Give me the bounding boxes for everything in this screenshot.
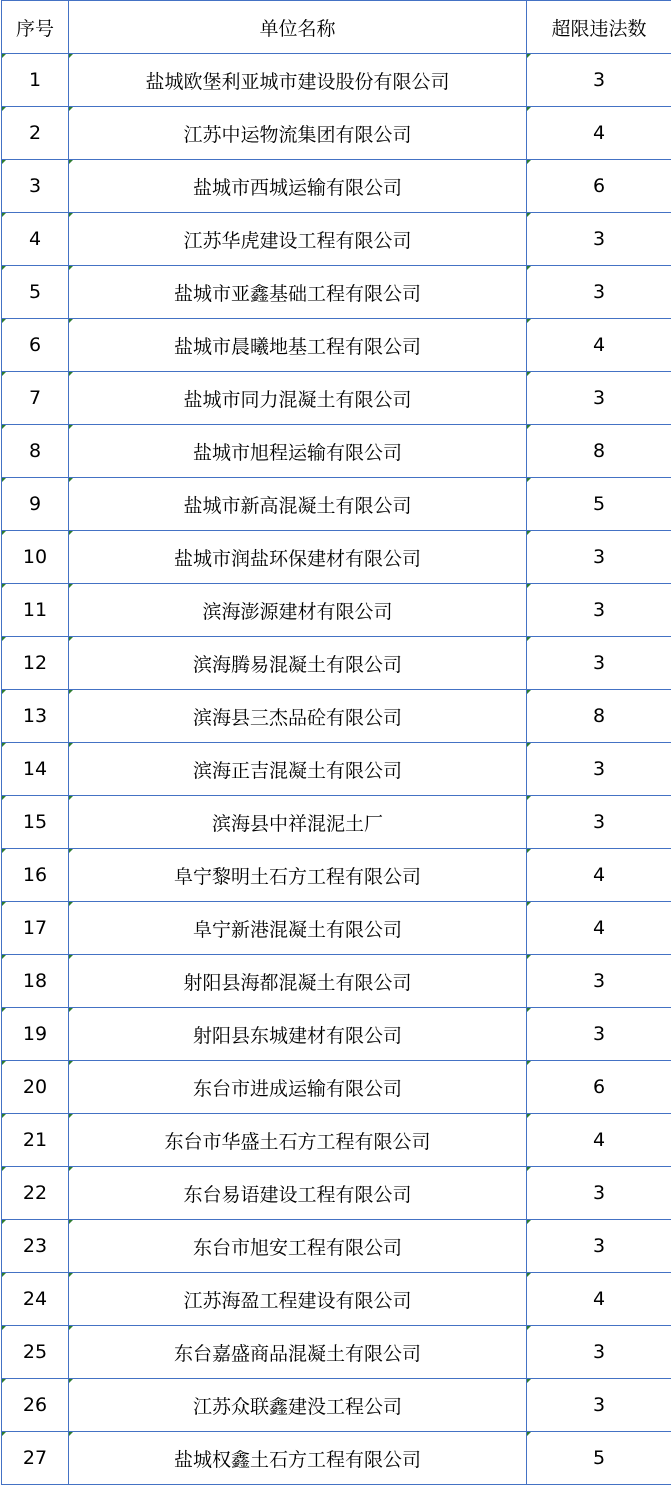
cell-text: 15	[22, 811, 48, 833]
violation-count-cell	[527, 425, 671, 478]
table-row	[2, 372, 671, 425]
company-name-cell	[69, 796, 527, 849]
cell-text: 滨海县中祥混泥土厂	[211, 812, 383, 835]
cell-corner-marker	[69, 1379, 73, 1383]
violation-count-cell	[527, 902, 671, 955]
cell-corner-marker	[2, 1220, 6, 1224]
violation-count-cell	[527, 1432, 671, 1485]
table-row	[2, 796, 671, 849]
company-name-cell	[69, 1114, 527, 1167]
cell-corner-marker	[2, 1326, 6, 1330]
serial-number-cell	[2, 54, 69, 107]
cell-corner-marker	[69, 425, 73, 429]
table-row	[2, 690, 671, 743]
cell-text: 3	[592, 1341, 606, 1363]
cell-corner-marker	[527, 1379, 531, 1383]
cell-text: 3	[592, 811, 606, 833]
cell-text: 16	[22, 864, 48, 886]
cell-corner-marker	[527, 690, 531, 694]
violation-count-cell	[527, 849, 671, 902]
cell-corner-marker	[2, 955, 6, 959]
cell-text: 2	[28, 122, 42, 144]
table-row	[2, 743, 671, 796]
company-name-cell	[69, 637, 527, 690]
cell-corner-marker	[527, 425, 531, 429]
cell-text: 19	[22, 1023, 48, 1045]
violation-count-cell	[527, 54, 671, 107]
cell-text: 10	[22, 546, 48, 568]
cell-corner-marker	[69, 955, 73, 959]
cell-corner-marker	[2, 637, 6, 641]
cell-corner-marker	[69, 584, 73, 588]
cell-corner-marker	[527, 1326, 531, 1330]
cell-text: 4	[592, 1129, 606, 1151]
violation-count-cell	[527, 1220, 671, 1273]
cell-corner-marker	[69, 319, 73, 323]
serial-number-cell	[2, 1008, 69, 1061]
cell-corner-marker	[2, 1008, 6, 1012]
table-row	[2, 1379, 671, 1432]
violation-count-cell	[527, 1008, 671, 1061]
cell-corner-marker	[69, 637, 73, 641]
cell-text: 20	[22, 1076, 48, 1098]
cell-text: 8	[592, 440, 606, 462]
violation-count-cell	[527, 637, 671, 690]
table-row	[2, 902, 671, 955]
company-name-cell	[69, 902, 527, 955]
cell-corner-marker	[527, 372, 531, 376]
serial-number-cell	[2, 1432, 69, 1485]
header-row	[2, 1, 671, 54]
company-name-cell	[69, 849, 527, 902]
table-row	[2, 1061, 671, 1114]
serial-number-cell	[2, 1220, 69, 1273]
cell-text: 22	[22, 1182, 48, 1204]
cell-corner-marker	[527, 160, 531, 164]
cell-corner-marker	[2, 478, 6, 482]
cell-corner-marker	[69, 1273, 73, 1277]
cell-corner-marker	[527, 213, 531, 217]
serial-number-cell	[2, 637, 69, 690]
violation-count-cell	[527, 1326, 671, 1379]
cell-text: 9	[28, 493, 42, 515]
serial-number-cell	[2, 1379, 69, 1432]
company-name-cell	[69, 1167, 527, 1220]
cell-text: 3	[592, 1235, 606, 1257]
cell-text: 12	[22, 652, 48, 674]
cell-text: 3	[592, 970, 606, 992]
serial-number-cell	[2, 266, 69, 319]
serial-number-cell	[2, 1114, 69, 1167]
serial-number-cell	[2, 743, 69, 796]
cell-corner-marker	[527, 1432, 531, 1436]
cell-text: 盐城欧堡利亚城市建设股份有限公司	[145, 70, 450, 93]
cell-text: 4	[592, 1288, 606, 1310]
cell-text: 3	[28, 175, 42, 197]
serial-number-cell	[2, 690, 69, 743]
cell-text: 6	[592, 1076, 606, 1098]
cell-corner-marker	[527, 531, 531, 535]
cell-text: 4	[28, 228, 42, 250]
table-row	[2, 478, 671, 531]
serial-number-cell	[2, 955, 69, 1008]
table-row	[2, 1220, 671, 1273]
cell-corner-marker	[2, 1273, 6, 1277]
table-row	[2, 213, 671, 266]
violation-count-cell	[527, 1061, 671, 1114]
cell-text: 23	[22, 1235, 48, 1257]
table-row	[2, 319, 671, 372]
violation-count-cell	[527, 1167, 671, 1220]
cell-corner-marker	[2, 743, 6, 747]
violation-count-cell	[527, 955, 671, 1008]
cell-corner-marker	[2, 584, 6, 588]
cell-corner-marker	[527, 743, 531, 747]
cell-corner-marker	[69, 266, 73, 270]
cell-corner-marker	[69, 1167, 73, 1171]
cell-corner-marker	[69, 478, 73, 482]
cell-text: 4	[592, 334, 606, 356]
cell-corner-marker	[2, 54, 6, 58]
cell-text: 滨海腾易混凝土有限公司	[192, 653, 402, 676]
serial-number-cell	[2, 425, 69, 478]
cell-corner-marker	[69, 796, 73, 800]
cell-text: 18	[22, 970, 48, 992]
cell-corner-marker	[69, 54, 73, 58]
serial-number-cell	[2, 160, 69, 213]
cell-text: 江苏中运物流集团有限公司	[183, 123, 412, 146]
cell-text: 射阳县海都混凝土有限公司	[183, 971, 412, 994]
cell-corner-marker	[69, 1432, 73, 1436]
cell-text: 盐城市西城运输有限公司	[192, 176, 402, 199]
company-name-cell	[69, 478, 527, 531]
cell-text: 3	[592, 281, 606, 303]
cell-corner-marker	[2, 531, 6, 535]
cell-text: 25	[22, 1341, 48, 1363]
cell-text: 滨海正吉混凝土有限公司	[192, 759, 402, 782]
company-name-cell	[69, 1273, 527, 1326]
header-company-name: 单位名称	[69, 1, 527, 54]
cell-corner-marker	[527, 478, 531, 482]
serial-number-cell	[2, 1061, 69, 1114]
cell-text: 东台市旭安工程有限公司	[192, 1236, 402, 1259]
cell-corner-marker	[2, 1061, 6, 1065]
cell-corner-marker	[69, 213, 73, 217]
cell-text: 东台易语建设工程有限公司	[183, 1183, 412, 1206]
cell-corner-marker	[2, 1379, 6, 1383]
cell-text: 东台嘉盛商品混凝土有限公司	[173, 1342, 421, 1365]
company-name-cell	[69, 266, 527, 319]
violation-count-cell	[527, 690, 671, 743]
cell-corner-marker	[527, 902, 531, 906]
serial-number-cell	[2, 372, 69, 425]
table-row	[2, 637, 671, 690]
violations-table	[1, 0, 671, 1485]
cell-text: 东台市华盛土石方工程有限公司	[164, 1130, 431, 1153]
table-row	[2, 1114, 671, 1167]
cell-text: 4	[592, 917, 606, 939]
cell-corner-marker	[69, 1326, 73, 1330]
cell-corner-marker	[69, 902, 73, 906]
cell-text: 6	[28, 334, 42, 356]
cell-text: 江苏众联鑫建没工程公司	[192, 1395, 402, 1418]
cell-corner-marker	[527, 319, 531, 323]
table-row	[2, 955, 671, 1008]
cell-corner-marker	[2, 266, 6, 270]
company-name-cell	[69, 690, 527, 743]
cell-text: 江苏海盈工程建设有限公司	[183, 1289, 412, 1312]
cell-corner-marker	[2, 160, 6, 164]
cell-corner-marker	[527, 107, 531, 111]
company-name-cell	[69, 1326, 527, 1379]
company-name-cell	[69, 1379, 527, 1432]
cell-corner-marker	[2, 425, 6, 429]
cell-text: 3	[592, 1023, 606, 1045]
company-name-cell	[69, 955, 527, 1008]
cell-corner-marker	[69, 107, 73, 111]
cell-corner-marker	[527, 1220, 531, 1224]
company-name-cell	[69, 743, 527, 796]
cell-text: 江苏华虎建设工程有限公司	[183, 229, 412, 252]
cell-text: 射阳县东城建材有限公司	[192, 1024, 402, 1047]
cell-text: 13	[22, 705, 48, 727]
cell-corner-marker	[69, 372, 73, 376]
cell-corner-marker	[2, 1167, 6, 1171]
cell-text: 3	[592, 1394, 606, 1416]
cell-corner-marker	[69, 1061, 73, 1065]
cell-text: 3	[592, 599, 606, 621]
cell-corner-marker	[527, 1008, 531, 1012]
company-name-cell	[69, 1220, 527, 1273]
serial-number-cell	[2, 796, 69, 849]
cell-text: 4	[592, 864, 606, 886]
cell-corner-marker	[527, 849, 531, 853]
violation-count-cell	[527, 1273, 671, 1326]
cell-corner-marker	[527, 1114, 531, 1118]
cell-text: 盐城市新高混凝土有限公司	[183, 494, 412, 517]
cell-corner-marker	[2, 1114, 6, 1118]
cell-text: 3	[592, 387, 606, 409]
cell-corner-marker	[527, 584, 531, 588]
violation-count-cell	[527, 531, 671, 584]
company-name-cell	[69, 1432, 527, 1485]
company-name-cell	[69, 1061, 527, 1114]
violation-count-cell	[527, 319, 671, 372]
cell-text: 盐城市亚鑫基础工程有限公司	[173, 282, 421, 305]
cell-text: 5	[592, 1447, 606, 1469]
cell-text: 14	[22, 758, 48, 780]
cell-text: 8	[592, 705, 606, 727]
cell-text: 东台市进成运输有限公司	[192, 1077, 402, 1100]
cell-text: 11	[22, 599, 48, 621]
cell-corner-marker	[69, 160, 73, 164]
cell-corner-marker	[69, 690, 73, 694]
cell-corner-marker	[2, 319, 6, 323]
table-row	[2, 107, 671, 160]
cell-corner-marker	[527, 1273, 531, 1277]
table-row	[2, 425, 671, 478]
cell-text: 4	[592, 122, 606, 144]
violation-count-cell	[527, 743, 671, 796]
serial-number-cell	[2, 849, 69, 902]
cell-text: 8	[28, 440, 42, 462]
violation-count-cell	[527, 1379, 671, 1432]
cell-text: 3	[592, 652, 606, 674]
cell-text: 6	[592, 175, 606, 197]
cell-text: 滨海县三杰品砼有限公司	[192, 706, 402, 729]
violation-count-cell	[527, 213, 671, 266]
company-name-cell	[69, 107, 527, 160]
cell-corner-marker	[2, 372, 6, 376]
company-name-cell	[69, 160, 527, 213]
company-name-cell	[69, 531, 527, 584]
violation-count-cell	[527, 1114, 671, 1167]
serial-number-cell	[2, 319, 69, 372]
company-name-cell	[69, 584, 527, 637]
violation-count-cell	[527, 266, 671, 319]
cell-corner-marker	[2, 796, 6, 800]
cell-text: 3	[592, 69, 606, 91]
cell-corner-marker	[69, 1114, 73, 1118]
serial-number-cell	[2, 213, 69, 266]
cell-text: 3	[592, 546, 606, 568]
cell-text: 3	[592, 1182, 606, 1204]
cell-text: 盐城权鑫土石方工程有限公司	[173, 1448, 421, 1471]
cell-corner-marker	[2, 902, 6, 906]
cell-text: 24	[22, 1288, 48, 1310]
cell-text: 滨海澎源建材有限公司	[202, 600, 393, 623]
violation-count-cell	[527, 796, 671, 849]
cell-corner-marker	[527, 266, 531, 270]
cell-text: 7	[28, 387, 42, 409]
cell-corner-marker	[69, 1220, 73, 1224]
cell-corner-marker	[527, 637, 531, 641]
cell-corner-marker	[69, 849, 73, 853]
table-row	[2, 54, 671, 107]
cell-corner-marker	[2, 107, 6, 111]
serial-number-cell	[2, 902, 69, 955]
cell-corner-marker	[527, 796, 531, 800]
table-body	[2, 54, 671, 1485]
table-row	[2, 531, 671, 584]
cell-text: 盐城市润盐环保建材有限公司	[173, 547, 421, 570]
cell-text: 阜宁新港混凝土有限公司	[192, 918, 402, 941]
table-row	[2, 1167, 671, 1220]
cell-text: 3	[592, 758, 606, 780]
cell-corner-marker	[2, 849, 6, 853]
cell-corner-marker	[2, 690, 6, 694]
cell-text: 3	[592, 228, 606, 250]
table-row	[2, 584, 671, 637]
cell-corner-marker	[69, 1008, 73, 1012]
header-violation-count: 超限违法数	[527, 1, 671, 54]
company-name-cell	[69, 425, 527, 478]
company-name-cell	[69, 54, 527, 107]
company-name-cell	[69, 319, 527, 372]
cell-corner-marker	[69, 531, 73, 535]
cell-corner-marker	[527, 955, 531, 959]
cell-corner-marker	[69, 743, 73, 747]
serial-number-cell	[2, 1326, 69, 1379]
table-row	[2, 1326, 671, 1379]
violation-count-cell	[527, 107, 671, 160]
cell-corner-marker	[527, 1167, 531, 1171]
serial-number-cell	[2, 531, 69, 584]
company-name-cell	[69, 213, 527, 266]
cell-text: 盐城市旭程运输有限公司	[192, 441, 402, 464]
cell-text: 5	[592, 493, 606, 515]
cell-text: 5	[28, 281, 42, 303]
company-name-cell	[69, 372, 527, 425]
cell-corner-marker	[2, 1432, 6, 1436]
cell-text: 21	[22, 1129, 48, 1151]
cell-text: 17	[22, 917, 48, 939]
table-row	[2, 849, 671, 902]
cell-text: 27	[22, 1447, 48, 1469]
cell-text: 1	[28, 69, 42, 91]
cell-corner-marker	[527, 1061, 531, 1065]
cell-text: 盐城市同力混凝土有限公司	[183, 388, 412, 411]
serial-number-cell	[2, 107, 69, 160]
violation-count-cell	[527, 478, 671, 531]
violation-count-cell	[527, 160, 671, 213]
cell-corner-marker	[2, 213, 6, 217]
table-row	[2, 1008, 671, 1061]
serial-number-cell	[2, 1167, 69, 1220]
serial-number-cell	[2, 1273, 69, 1326]
header-serial-number: 序号	[2, 1, 69, 54]
table-row	[2, 1432, 671, 1485]
violation-count-cell	[527, 372, 671, 425]
table-row	[2, 1273, 671, 1326]
table-row	[2, 160, 671, 213]
cell-text: 阜宁黎明土石方工程有限公司	[173, 865, 421, 888]
violation-count-cell	[527, 584, 671, 637]
cell-text: 26	[22, 1394, 48, 1416]
cell-text: 盐城市晨曦地基工程有限公司	[173, 335, 421, 358]
serial-number-cell	[2, 478, 69, 531]
serial-number-cell	[2, 584, 69, 637]
cell-corner-marker	[527, 54, 531, 58]
company-name-cell	[69, 1008, 527, 1061]
table-row	[2, 266, 671, 319]
